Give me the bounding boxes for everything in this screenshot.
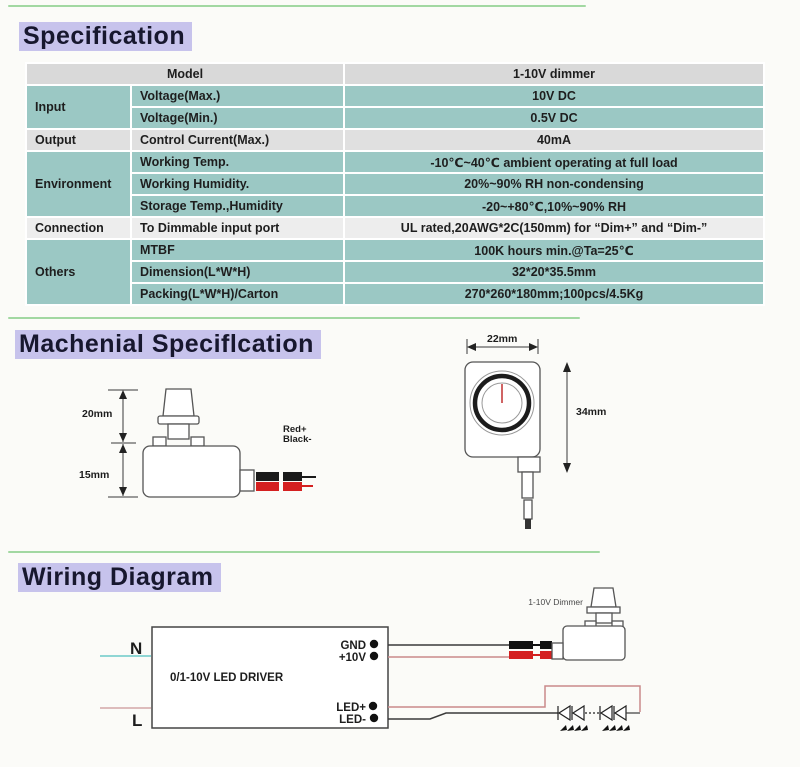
group-cell-others: Others <box>26 239 131 305</box>
wire-label-red: Red+ <box>283 424 307 435</box>
gnd-label: GND <box>340 640 366 652</box>
param-cell: Voltage(Min.) <box>131 107 344 129</box>
led-plus-terminal <box>369 702 377 710</box>
value-cell: -20~+80℃,10%~90% RH <box>344 195 764 217</box>
dim-label-width: 22mm <box>487 333 518 345</box>
led-string <box>558 706 640 731</box>
param-cell: Voltage(Max.) <box>131 85 344 107</box>
led-plus-label: LED+ <box>336 702 366 714</box>
value-cell: 100K hours min.@Ta=25℃ <box>344 239 764 261</box>
led-plus-wire <box>388 686 640 712</box>
dimmer-label: 1-10V Dimmer <box>528 597 583 607</box>
param-cell: Dimension(L*W*H) <box>131 261 344 283</box>
spec-table <box>25 62 763 306</box>
section-divider <box>8 5 586 7</box>
wiring-title: Wiring Diagram <box>18 563 221 592</box>
live-label: L <box>132 711 143 730</box>
value-cell: UL rated,20AWG*2C(150mm) for “Dim+” and “Dim-” <box>344 217 764 239</box>
param-cell: Packing(L*W*H)/Carton <box>131 283 344 305</box>
neutral-label: N <box>130 639 143 658</box>
output-wires <box>256 472 316 491</box>
param-cell: Working Temp. <box>131 151 344 173</box>
group-cell-input: Input <box>26 85 131 129</box>
param-cell: Working Humidity. <box>131 173 344 195</box>
led-minus-wire <box>388 713 558 719</box>
specification-title: Specification <box>19 22 192 51</box>
param-cell: MTBF <box>131 239 344 261</box>
param-cell: Control Current(Max.) <box>131 129 344 151</box>
model-label-cell: Model <box>26 63 344 85</box>
gnd-terminal <box>370 640 378 648</box>
value-cell: 0.5V DC <box>344 107 764 129</box>
value-cell: 20%~90% RH non-condensing <box>344 173 764 195</box>
dimmer-side-view <box>143 389 316 497</box>
led-minus-label: LED- <box>339 714 366 726</box>
dimmer-unit <box>528 588 625 660</box>
value-cell: 10V DC <box>344 85 764 107</box>
driver-label: 0/1-10V LED DRIVER <box>170 672 284 684</box>
dimension-lines <box>79 390 138 497</box>
value-cell: 270*260*180mm;100pcs/4.5Kg <box>344 283 764 305</box>
plus10v-label: +10V <box>338 652 366 664</box>
group-cell-environment: Environment <box>26 151 131 217</box>
dim-control-wires <box>388 641 552 659</box>
model-value-cell: 1-10V dimmer <box>344 63 764 85</box>
dim-label-body-height: 15mm <box>79 469 110 481</box>
mechanical-title: Machenial Speciflcation <box>15 330 321 359</box>
wire-label-black: Black- <box>283 434 312 445</box>
plus10v-terminal <box>370 652 378 660</box>
led-minus-terminal <box>370 714 378 722</box>
wiring-diagram <box>0 580 800 767</box>
cable-tip <box>525 519 531 529</box>
dim-label-knob-height: 20mm <box>82 408 113 420</box>
param-cell: To Dimmable input port <box>131 217 344 239</box>
dim-label-total-height: 34mm <box>576 406 607 418</box>
dimmer-front-view <box>465 333 606 529</box>
value-cell: -10℃~40℃ ambient operating at full load <box>344 151 764 173</box>
value-cell: 40mA <box>344 129 764 151</box>
value-cell: 32*20*35.5mm <box>344 261 764 283</box>
section-divider <box>8 317 580 319</box>
group-cell-connection: Connection <box>26 217 131 239</box>
param-cell: Storage Temp.,Humidity <box>131 195 344 217</box>
section-divider <box>8 551 600 553</box>
group-cell-output: Output <box>26 129 131 151</box>
led-driver-box <box>152 627 388 728</box>
